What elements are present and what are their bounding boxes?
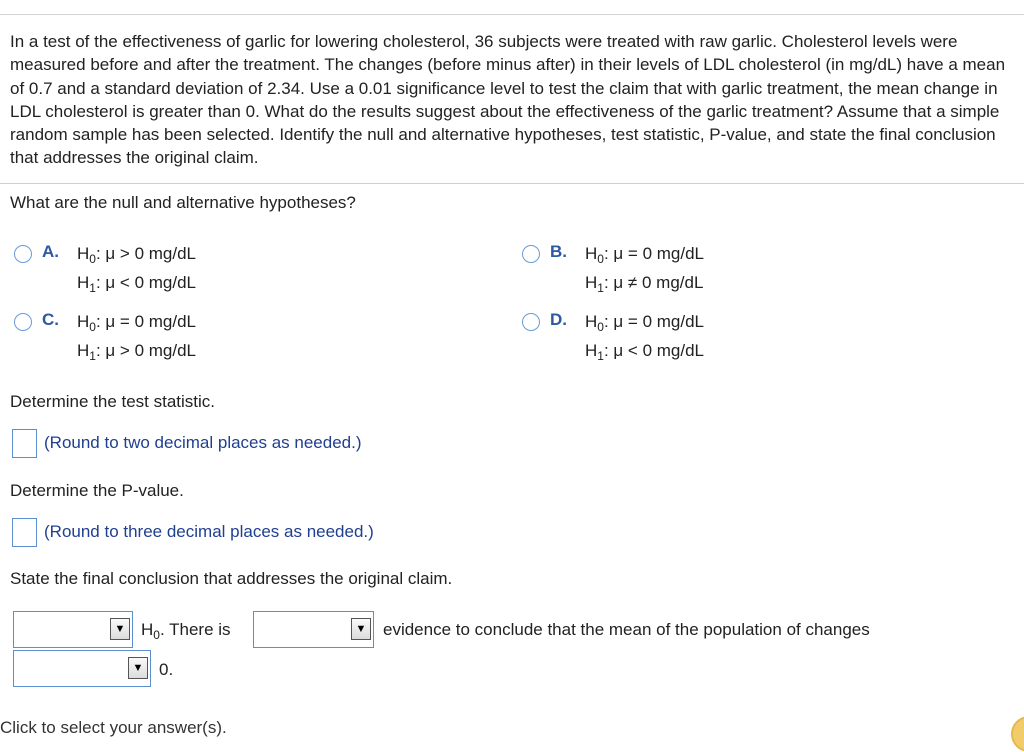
option-b-h1: $H_1$: μ ≠ 0 mg/dL xyxy=(585,273,704,295)
test-statistic-prompt: Determine the test statistic. xyxy=(10,392,216,411)
footer-hint: Click to select your answer(s). xyxy=(0,718,227,737)
option-d-h0: $H_0$: μ = 0 mg/dL xyxy=(585,312,705,334)
conclusion-prompt: State the final conclusion that addresses the original claim. xyxy=(10,569,453,588)
chevron-down-icon[interactable]: ▼ xyxy=(351,618,371,640)
chevron-down-icon[interactable]: ▼ xyxy=(128,657,148,679)
option-c-h1: $H_1$: μ > 0 mg/dL xyxy=(77,341,197,363)
option-a-letter: A. xyxy=(42,242,59,261)
option-b[interactable] xyxy=(522,242,1002,294)
option-a-h0: $H_0$: μ > 0 mg/dL xyxy=(77,244,197,266)
option-a-h1: $H_1$: μ < 0 mg/dL xyxy=(77,273,197,295)
test-statistic-hint: (Round to two decimal places as needed.) xyxy=(44,433,362,452)
hypotheses-prompt: What are the null and alternative hypotheses? xyxy=(10,193,356,212)
option-a-radio[interactable] xyxy=(14,245,32,263)
option-c[interactable] xyxy=(14,310,494,362)
option-c-letter: C. xyxy=(42,310,59,329)
conclusion-h0-text: $H_0$. There is xyxy=(141,620,231,642)
option-d-h1: $H_1$: μ < 0 mg/dL xyxy=(585,341,705,363)
option-b-letter: B. xyxy=(550,242,567,261)
option-b-h0: $H_0$: μ = 0 mg/dL xyxy=(585,244,705,266)
section-divider xyxy=(0,183,1024,184)
option-b-radio[interactable] xyxy=(522,245,540,263)
option-a[interactable] xyxy=(14,242,494,294)
chevron-down-icon[interactable]: ▼ xyxy=(110,618,130,640)
p-value-input[interactable] xyxy=(12,518,37,547)
question-text: In a test of the effectiveness of garlic for lowering cholesterol, 36 subjects were treated with raw garlic. Cholesterol levels were measured before and after the treatment. The changes (before minus after) in their levels of LDL cholesterol (in mg/dL) have a mean of 0.7 and a standard deviation of 2.34. Use a 0.01 significance level to test the claim that with garlic treatment, the mean change in LDL cholesterol is greater than 0. What do the results suggest about the effectiveness of the garlic treatment? Assume that a simple random sample has been selected. Identify the null and alternative hypotheses, test statistic, P-value, and state the final conclusion that addresses the original claim. xyxy=(10,32,1006,168)
p-value-prompt: Determine the P-value. xyxy=(10,481,184,500)
test-statistic-input[interactable] xyxy=(12,429,37,458)
option-c-h0: $H_0$: μ = 0 mg/dL xyxy=(77,312,197,334)
p-value-hint: (Round to three decimal places as needed.) xyxy=(44,522,374,541)
conclusion-end-text: 0. xyxy=(159,660,174,679)
help-icon[interactable] xyxy=(1011,716,1024,752)
reject-decision-dropdown[interactable] xyxy=(13,611,133,648)
evidence-dropdown[interactable] xyxy=(253,611,374,648)
option-d-radio[interactable] xyxy=(522,313,540,331)
top-divider xyxy=(0,14,1024,15)
option-c-radio[interactable] xyxy=(14,313,32,331)
option-d[interactable] xyxy=(522,310,1002,362)
conclusion-evidence-text: evidence to conclude that the mean of the population of changes xyxy=(383,620,870,639)
option-d-letter: D. xyxy=(550,310,567,329)
comparison-dropdown[interactable] xyxy=(13,650,151,687)
